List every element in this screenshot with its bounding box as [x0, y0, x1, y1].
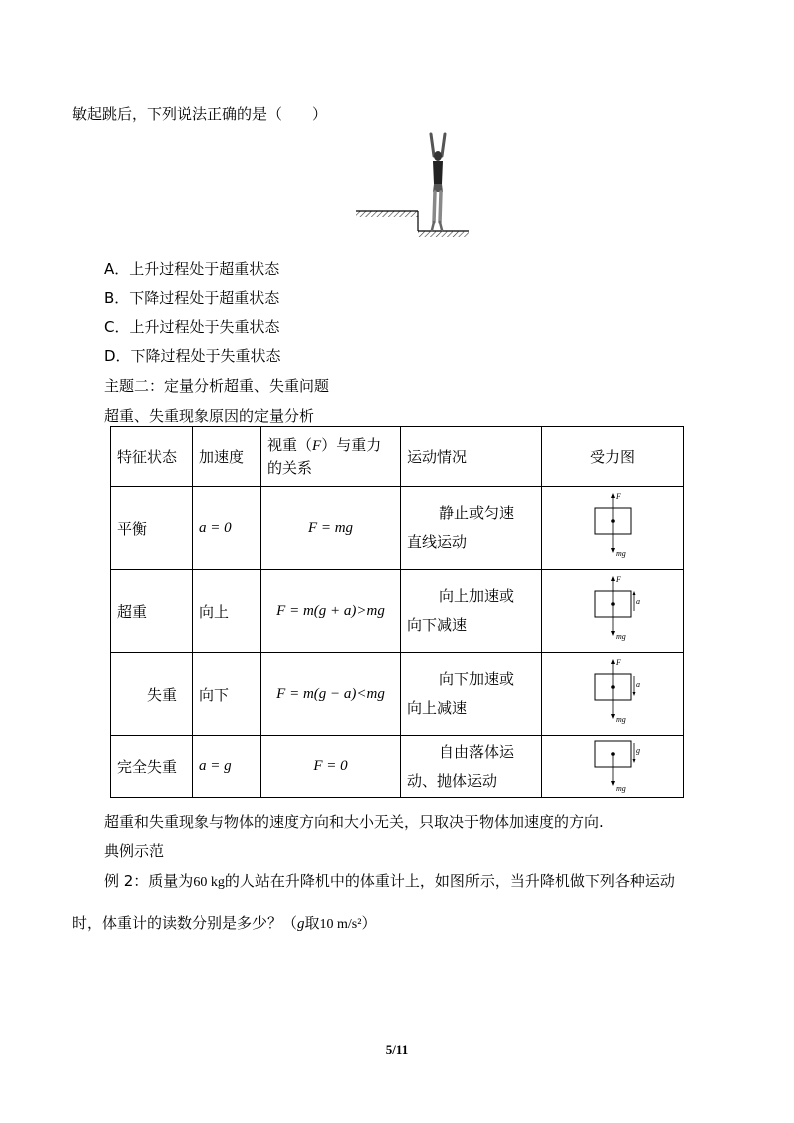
label-mg: mg: [615, 549, 626, 558]
option-d: D．下降过程处于失重状态: [104, 347, 281, 365]
example2-line2-c: ）: [361, 914, 377, 932]
row-accel: 向下: [193, 653, 261, 736]
row-motion: [401, 736, 542, 798]
label-mg: mg: [615, 783, 626, 793]
row-force-diagram: [542, 736, 684, 798]
label-F: F: [615, 658, 621, 667]
row-force-diagram: [542, 487, 684, 570]
header-relation-part2: 的关系: [267, 459, 313, 477]
example2-line2-b: 取: [304, 914, 320, 932]
row-motion: [401, 570, 542, 653]
label-F: F: [615, 492, 621, 501]
row-state: 平衡: [111, 487, 193, 570]
label-g: g: [635, 745, 640, 755]
header-force-diagram: 受力图: [542, 427, 684, 487]
table-caption: 超重、失重现象原因的定量分析: [104, 407, 315, 425]
row-motion-line2: 向上减速: [407, 699, 468, 717]
row-relation: F = mg: [261, 487, 401, 570]
force-diagram-equilibrium: [583, 490, 643, 562]
row-motion-line2: 动、抛体运动: [407, 771, 498, 790]
note: 超重和失重现象与物体的速度方向和大小无关，只取决于物体加速度的方向.: [104, 813, 604, 831]
example2-line1: [104, 871, 675, 893]
row-accel: a = 0: [193, 487, 261, 570]
header-state: 特征状态: [111, 427, 193, 487]
force-diagram-complete-weightless: [583, 737, 643, 793]
row-relation: F = m(g − a)<mg: [261, 653, 401, 736]
row-accel: a = g: [193, 736, 261, 798]
analysis-table: [110, 426, 684, 798]
example2-g: g: [297, 916, 305, 932]
header-accel: 加速度: [193, 427, 261, 487]
example2-mass: 60 kg: [193, 875, 225, 890]
example2-line1-b: 的人站在升降机中的体重计上，如图所示，当升降机做下列各种运动: [224, 872, 675, 890]
header-relation: [261, 427, 401, 487]
jumper-person: [431, 134, 445, 230]
table-header-row: [111, 427, 684, 487]
topic2-title: 主题二：定量分析超重、失重问题: [104, 377, 330, 395]
row-relation: F = 0: [261, 736, 401, 798]
example2-line1-a: 例 2：质量为: [104, 872, 194, 890]
table-row: [111, 736, 684, 798]
label-a: a: [635, 597, 640, 606]
page-number: 5/11: [385, 1042, 409, 1057]
force-diagram-overweight: [583, 573, 643, 645]
row-state: 超重: [111, 570, 193, 653]
label-mg: mg: [615, 632, 626, 641]
force-diagram-weightless: [583, 656, 643, 728]
row-force-diagram: [542, 570, 684, 653]
row-motion-line2: 直线运动: [407, 533, 468, 551]
row-accel: 向上: [193, 570, 261, 653]
row-motion-line1: 静止或匀速: [439, 504, 515, 522]
table-row: [111, 570, 684, 653]
label-mg: mg: [615, 715, 626, 724]
row-force-diagram: [542, 653, 684, 736]
row-motion: [401, 487, 542, 570]
option-b: B．下降过程处于超重状态: [104, 289, 280, 307]
label-F: F: [615, 575, 621, 584]
row-motion-line1: 向上加速或: [439, 587, 515, 605]
row-motion-line1: 向下加速或: [439, 670, 515, 688]
example2-line2: [72, 913, 376, 935]
question-stem: 敏起跳后，下列说法正确的是（ ）: [72, 105, 328, 123]
example2-gval: 10 m/s²: [319, 917, 362, 932]
label-a: a: [635, 680, 640, 689]
jumper-figure: [354, 132, 472, 240]
header-motion: 运动情况: [401, 427, 542, 487]
row-motion-line1: 自由落体运: [439, 742, 515, 761]
row-motion-line2: 向下减速: [407, 616, 468, 634]
option-c: C．上升过程处于失重状态: [104, 318, 280, 336]
example2-line2-a: 时，体重计的读数分别是多少？（: [72, 914, 298, 932]
header-relation-part1-end: ）与重力: [321, 436, 382, 454]
row-state: 失重: [111, 653, 193, 736]
row-state: 完全失重: [111, 736, 193, 798]
table-row: [111, 487, 684, 570]
header-relation-F: F: [312, 438, 322, 454]
header-relation-part1: 视重（: [267, 436, 313, 454]
row-relation: F = m(g + a)>mg: [261, 570, 401, 653]
example-heading: 典例示范: [104, 842, 165, 860]
option-a: A．上升过程处于超重状态: [104, 260, 280, 278]
row-motion: [401, 653, 542, 736]
table-row: [111, 653, 684, 736]
